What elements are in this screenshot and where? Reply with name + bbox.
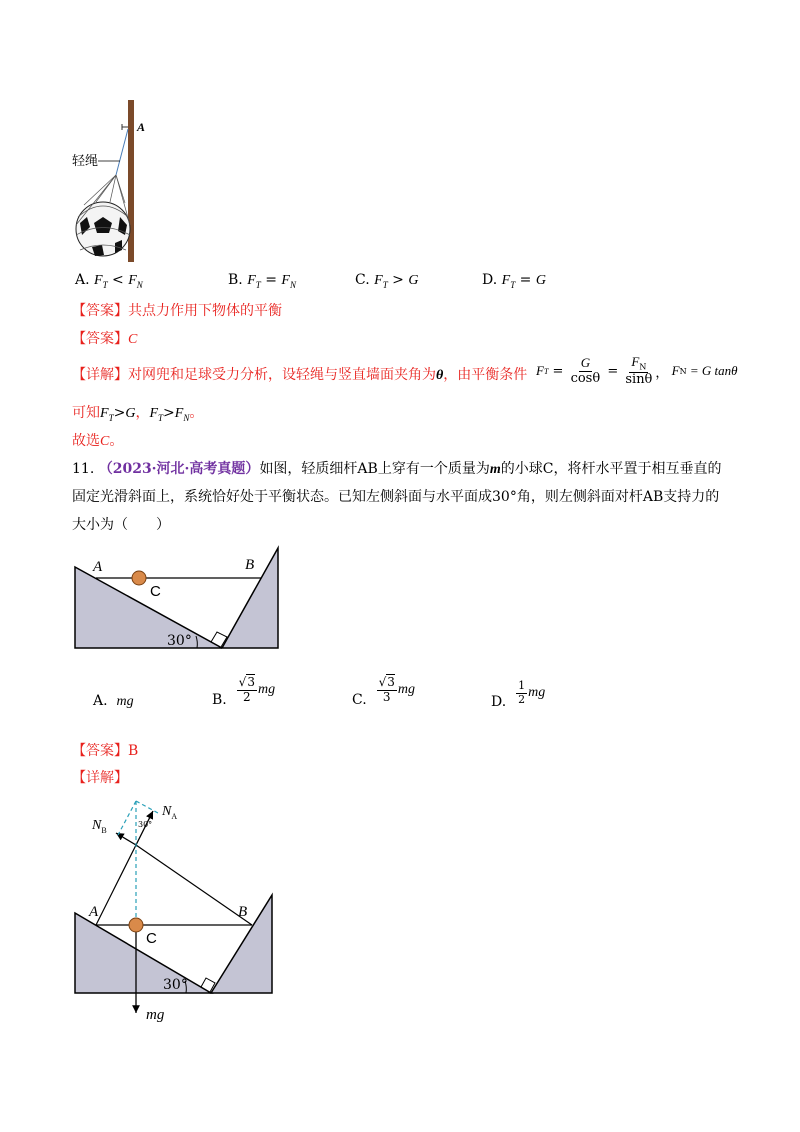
q10-option-a[interactable]: A. $F_T < F_N$ — [75, 272, 143, 290]
normal-line-b — [136, 845, 252, 925]
fig-angle: 30° — [167, 633, 192, 649]
q10-option-c[interactable]: C. $F_T > G$ — [355, 272, 419, 290]
fig-label-b: B — [245, 557, 255, 573]
q10-option-b[interactable]: B. $F_T = F_N$ — [228, 272, 296, 290]
q11-stem-line2: 固定光滑斜面上，系统恰好处于平衡状态。已知左侧斜面与水平面成30°角，则左侧斜面对杆AB支持力的 — [72, 489, 720, 505]
figure-ball-net-wall — [70, 95, 170, 265]
q10-choose-line: 故选C。 — [72, 433, 124, 449]
fig-label-c: C — [150, 583, 161, 600]
force-nb-arrow — [116, 833, 136, 845]
q10-conclusion: 可知$F_T>G$，$F_T>F_N$。 — [72, 405, 204, 423]
q11-answer-line: 【答案】B — [72, 743, 139, 759]
fig2-label-a: A — [89, 904, 99, 920]
answer-tag: 【答案】 — [72, 303, 128, 319]
light-rope — [116, 129, 128, 175]
soccer-ball — [76, 202, 130, 256]
q11-stem-line3: 大小为（ ） — [72, 517, 170, 533]
q11-option-a[interactable]: A. mg — [93, 693, 134, 709]
q10-detail-line: 【详解】对网兜和足球受力分析，设轻绳与竖直墙面夹角为θ，由平衡条件 — [72, 367, 528, 383]
q11-stem-line1: 11. （2023·河北·高考真题）如图，轻质细杆AB上穿有一个质量为m的小球C，将杆水平置于相互垂直的 — [72, 461, 722, 477]
label-mg: mg — [146, 1007, 165, 1023]
answer-letter: C — [128, 332, 138, 347]
label-na: $N_A$ — [162, 804, 178, 821]
q10-equation: F T = $\frac{G}{\cos\theta}$ = $\frac{F_N}{\sin\theta}$ ， F N = G tanθ — [536, 354, 738, 387]
normal-line-a — [96, 845, 136, 925]
ball-c — [132, 571, 146, 585]
answer-letter: B — [128, 743, 139, 759]
point-a-label: A — [137, 120, 146, 134]
label-nb: $N_B$ — [92, 818, 107, 835]
fig2-label-b: B — [238, 904, 248, 920]
label-small-angle: 30° — [138, 820, 153, 829]
q11-option-b[interactable]: B. $\frac{√3}{2}$ mg — [212, 674, 276, 708]
question-number: 11. — [72, 461, 95, 477]
fig2-angle: 30° — [163, 977, 188, 993]
left-incline — [75, 567, 222, 648]
question-source: （2023·河北·高考真题） — [98, 461, 260, 477]
q10-topic-line — [72, 300, 282, 320]
q10-answer-line — [72, 328, 137, 348]
q10-option-d[interactable]: D. $F_T = G$ — [482, 272, 546, 290]
fig-label-a: A — [93, 559, 103, 575]
ball-c — [129, 918, 143, 932]
q11-option-c[interactable]: C. $\frac{√3}{3}$ mg — [352, 674, 415, 708]
q11-detail-tag: 【详解】 — [72, 770, 128, 786]
q11-option-d[interactable]: D. $\frac{1}{2}$ mg — [491, 678, 546, 710]
answer-tag: 【答案】 — [72, 331, 128, 347]
fig2-label-c: C — [146, 930, 157, 947]
topic-text: 共点力作用下物体的平衡 — [128, 303, 282, 319]
rope-label: 轻绳 — [72, 154, 99, 169]
